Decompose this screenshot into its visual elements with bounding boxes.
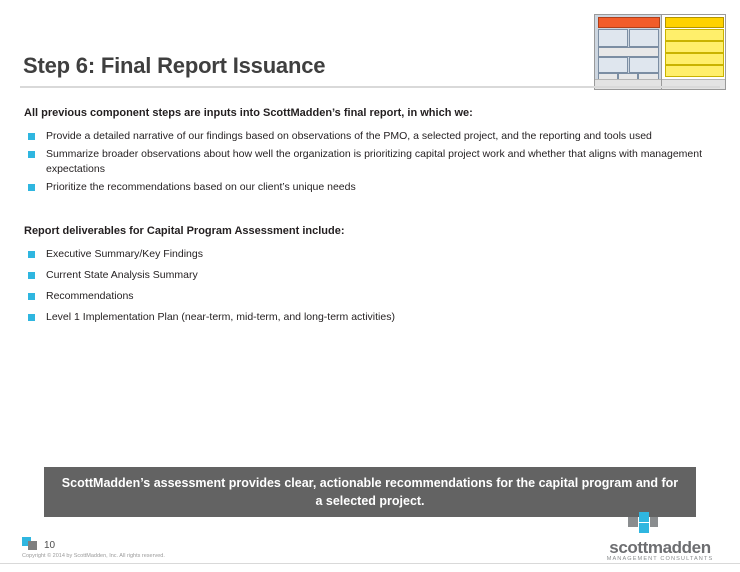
bullet-list-2 [24, 247, 716, 325]
logo-square-b-icon [639, 512, 649, 522]
scottmadden-logo-mark-icon [628, 512, 658, 536]
list-item-label: Level 1 Implementation Plan (near-term, mid-term, and long-term activities) [46, 311, 395, 323]
list-item [24, 147, 716, 177]
title-divider [20, 86, 720, 88]
thumbnail-left-header [598, 17, 660, 28]
page-number: 10 [44, 540, 56, 551]
square-bullet-icon [28, 251, 35, 258]
section-spacer [24, 198, 716, 224]
square-bullet-icon [28, 133, 35, 140]
lead-paragraph-2: Report deliverables for Capital Program Assessment include: [24, 225, 345, 237]
list-item-label: Prioritize the recommendations based on our client’s unique needs [46, 181, 356, 193]
slide-body [24, 106, 716, 331]
title-block [20, 52, 720, 88]
callout-banner: ScottMadden’s assessment provides clear, actionable recommendations for the capital program and for a selected project. [44, 467, 696, 517]
list-item [24, 268, 716, 283]
square-bullet-icon [28, 272, 35, 279]
square-bullet-icon [28, 184, 35, 191]
thumbnail-box [665, 29, 724, 41]
scottmadden-logo [600, 512, 720, 560]
list-item-label: Provide a detailed narrative of our findings based on observations of the PMO, a selected project, and the reporting and tools used [46, 130, 652, 142]
bullet-list-1 [24, 129, 716, 195]
list-item-label: Executive Summary/Key Findings [46, 248, 203, 260]
list-item-label: Current State Analysis Summary [46, 269, 198, 281]
square-bullet-icon [28, 314, 35, 321]
list-item [24, 289, 716, 304]
list-item [24, 180, 716, 195]
thumbnail-box [598, 29, 628, 47]
list-item [24, 247, 716, 262]
square-bullet-icon [28, 293, 35, 300]
list-item-label: Summarize broader observations about how well the organization is prioritizing capital project work and whether that aligns with management expectations [46, 148, 703, 175]
square-bullet-icon [28, 151, 35, 158]
scottmadden-wordmark: scottmadden [609, 538, 711, 557]
logo-square-d-icon [650, 517, 658, 527]
thumbnail-right-header [665, 17, 724, 28]
list-item-label: Recommendations [46, 290, 134, 302]
lead-paragraph-1: All previous component steps are inputs into ScottMadden’s final report, in which we: [24, 107, 473, 119]
logo-square-grey-icon [28, 541, 37, 550]
page-title: Step 6: Final Report Issuance [23, 53, 326, 78]
copyright-text: Copyright © 2014 by ScottMadden, Inc. All rights reserved. [22, 553, 165, 559]
footer-divider [0, 563, 740, 564]
list-item [24, 129, 716, 144]
logo-square-c-icon [639, 523, 649, 533]
footer-logo-icon [22, 535, 38, 551]
scottmadden-tagline: MANAGEMENT CONSULTANTS [606, 556, 714, 562]
logo-square-a-icon [628, 517, 638, 527]
thumbnail-box [629, 29, 659, 47]
list-item [24, 310, 716, 325]
